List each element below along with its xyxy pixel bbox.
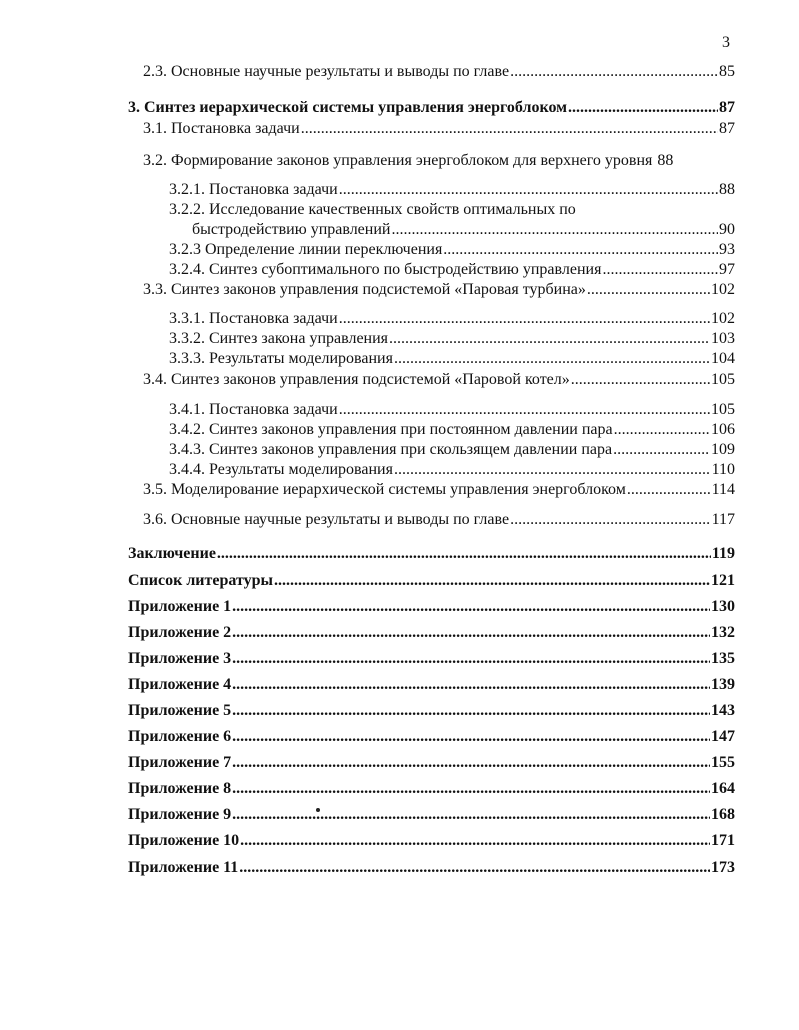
toc-entry-title: 3.4.4. Результаты моделирования bbox=[169, 461, 393, 478]
toc-entry-page: 117 bbox=[711, 511, 735, 528]
toc-chapter-entry bbox=[128, 544, 735, 564]
toc-entry-page: 119 bbox=[711, 545, 735, 562]
toc-entry-title: Приложение 6 bbox=[128, 728, 232, 745]
toc-entry bbox=[169, 329, 735, 349]
toc-entry-title: Приложение 4 bbox=[128, 676, 232, 693]
toc-entry-title: 3.4.1. Постановка задачи bbox=[169, 401, 338, 418]
toc-leader-dots bbox=[613, 440, 710, 460]
toc-leader-dots bbox=[389, 329, 710, 349]
toc-entry-title: 2.3. Основные научные результаты и выводы по главе bbox=[143, 63, 510, 80]
toc-appendix-entry bbox=[128, 597, 735, 617]
toc-entry-page: 88 bbox=[719, 181, 735, 198]
toc-appendix-entry bbox=[128, 831, 735, 851]
toc-entry bbox=[143, 480, 735, 500]
toc-entry-page: 104 bbox=[711, 350, 735, 367]
toc-leader-dots bbox=[394, 349, 710, 369]
toc-entry-page: 93 bbox=[719, 241, 735, 258]
toc-entry bbox=[143, 280, 735, 300]
toc-entry-title: 3.3.2. Синтез закона управления bbox=[169, 330, 389, 347]
toc-appendix-entry bbox=[128, 675, 735, 695]
toc-leader-dots bbox=[614, 420, 710, 440]
toc-entry-page: 105 bbox=[711, 371, 735, 388]
toc-chapter-entry bbox=[128, 98, 735, 118]
toc-leader-dots bbox=[568, 98, 718, 118]
toc-appendix-entry bbox=[128, 701, 735, 721]
toc-entry-page: 102 bbox=[711, 281, 735, 298]
toc-entry-page: 168 bbox=[711, 806, 735, 823]
toc-entry-page: 88 bbox=[657, 152, 674, 169]
toc-entry-title: Приложение 10 bbox=[128, 832, 240, 849]
toc-entry bbox=[143, 370, 735, 390]
toc-entry-title: 3.5. Моделирование иерархической системы управления энергоблоком bbox=[143, 481, 626, 498]
toc-entry bbox=[143, 151, 735, 171]
toc-leader-dots bbox=[339, 309, 710, 329]
toc-entry-title: 3.4.3. Синтез законов управления при скользящем давлении пара bbox=[169, 441, 613, 458]
toc-entry-page: 155 bbox=[711, 754, 735, 771]
toc-entry bbox=[169, 200, 735, 240]
toc-entry-title: 3.3.3. Результаты моделирования bbox=[169, 350, 393, 367]
toc-entry-title: 3.4.2. Синтез законов управления при постоянном давлении пара bbox=[169, 421, 613, 438]
toc-entry bbox=[169, 309, 735, 329]
toc-leader-dots bbox=[232, 675, 710, 695]
toc-entry-page: 110 bbox=[711, 461, 735, 478]
toc-entry-page: 139 bbox=[711, 676, 735, 693]
toc-entry bbox=[169, 240, 735, 260]
toc-entry-page: 106 bbox=[711, 421, 735, 438]
toc-leader-dots bbox=[339, 400, 710, 420]
toc-entry bbox=[169, 400, 735, 420]
toc-entry-page: 103 bbox=[711, 330, 735, 347]
toc-leader-dots bbox=[217, 544, 711, 564]
toc-entry-page: 105 bbox=[711, 401, 735, 418]
toc-entry-title: Приложение 2 bbox=[128, 624, 232, 641]
toc-entry-title: Приложение 5 bbox=[128, 702, 232, 719]
toc-leader-dots bbox=[232, 779, 710, 799]
toc-leader-dots bbox=[232, 753, 710, 773]
toc-leader-dots bbox=[391, 220, 718, 240]
toc-leader-dots bbox=[274, 571, 710, 591]
toc-entry-title: Приложение 8 bbox=[128, 780, 232, 797]
toc-entry bbox=[169, 460, 735, 480]
toc-entry bbox=[143, 62, 735, 82]
toc-entry-page: 87 bbox=[719, 99, 735, 116]
toc-entry bbox=[169, 180, 735, 200]
toc-entry-title: Приложение 3 bbox=[128, 650, 232, 667]
toc-entry-title: Приложение 9 bbox=[128, 806, 232, 823]
toc-appendix-entry bbox=[128, 753, 735, 773]
toc-entry-title: 3.6. Основные научные результаты и выводы по главе bbox=[143, 511, 510, 528]
toc-entry-page: 147 bbox=[711, 728, 735, 745]
toc-appendix-entry bbox=[128, 649, 735, 669]
toc-entry bbox=[143, 510, 735, 530]
toc-entry-title: 3.4. Синтез законов управления подсистемой «Паровой котел» bbox=[143, 371, 570, 388]
toc-leader-dots bbox=[339, 180, 718, 200]
toc-leader-dots bbox=[602, 260, 718, 280]
toc-entry-title: 3.3.1. Постановка задачи bbox=[169, 310, 338, 327]
toc-leader-dots bbox=[232, 649, 710, 669]
toc-leader-dots bbox=[232, 727, 710, 747]
toc-appendix-entry bbox=[128, 858, 735, 878]
toc-entry-title: 3.2.3 Определение линии переключения bbox=[169, 241, 443, 258]
toc-entry bbox=[169, 420, 735, 440]
toc-leader-dots bbox=[240, 831, 710, 851]
toc-entry-page: 173 bbox=[711, 859, 735, 876]
toc-entry-page: 143 bbox=[711, 702, 735, 719]
toc-leader-dots bbox=[510, 510, 711, 530]
page-number: 3 bbox=[722, 34, 730, 51]
toc-entry-page: 97 bbox=[719, 261, 735, 278]
toc-entry-page: 135 bbox=[711, 650, 735, 667]
toc-leader-dots bbox=[571, 370, 710, 390]
toc-entry-title: 3.3. Синтез законов управления подсистемой «Паровая турбина» bbox=[143, 281, 586, 298]
toc-entry-page: 132 bbox=[711, 624, 735, 641]
toc-entry-title: 3.2.1. Постановка задачи bbox=[169, 181, 338, 198]
toc-entry-title: Приложение 7 bbox=[128, 754, 232, 771]
toc-leader-dots bbox=[627, 480, 711, 500]
toc-appendix-entry bbox=[128, 623, 735, 643]
toc-entry-page: 114 bbox=[711, 481, 735, 498]
toc-entry-title: Заключение bbox=[128, 545, 216, 562]
toc-entry-page: 121 bbox=[711, 572, 735, 589]
toc-leader-dots bbox=[301, 119, 718, 139]
toc-leader-dots bbox=[232, 701, 710, 721]
toc-entry-title: Приложение 11 bbox=[128, 859, 239, 876]
toc-entry-page: 171 bbox=[711, 832, 735, 849]
scan-speck bbox=[316, 808, 320, 812]
toc-entry-title: 3.2. Формирование законов управления энергоблоком для верхнего уровня bbox=[143, 152, 653, 169]
toc-leader-dots bbox=[443, 240, 718, 260]
toc-entry-title: Список литературы bbox=[128, 572, 273, 589]
toc-entry-page: 85 bbox=[719, 63, 735, 80]
toc-entry bbox=[169, 260, 735, 280]
toc-entry-title: 3.2.2. Исследование качественных свойств оптимальных по bbox=[169, 201, 576, 218]
toc-entry-title: 3.1. Постановка задачи bbox=[143, 120, 300, 137]
toc-entry bbox=[143, 119, 735, 139]
toc-leader-dots bbox=[232, 597, 710, 617]
toc-entry-page: 90 bbox=[719, 221, 735, 238]
toc-leader-dots bbox=[510, 62, 718, 82]
toc-entry-title: Приложение 1 bbox=[128, 598, 232, 615]
toc-entry bbox=[169, 349, 735, 369]
toc-entry bbox=[169, 440, 735, 460]
toc-appendix-entry bbox=[128, 805, 735, 825]
toc-leader-dots bbox=[232, 623, 710, 643]
toc-appendix-entry bbox=[128, 727, 735, 747]
toc-leader-dots bbox=[239, 858, 710, 878]
toc-entry-page: 102 bbox=[711, 310, 735, 327]
toc-leader-dots bbox=[587, 280, 710, 300]
toc-chapter-entry bbox=[128, 571, 735, 591]
toc-leader-dots bbox=[394, 460, 711, 480]
toc-entry-title: 3.2.4. Синтез субоптимального по быстродействию управления bbox=[169, 261, 602, 278]
toc-entry-title: 3. Синтез иерархической системы управления энергоблоком bbox=[128, 99, 568, 116]
toc-entry-title-continued: быстродействию управлений bbox=[192, 221, 391, 238]
toc-entry-page: 130 bbox=[711, 598, 735, 615]
toc-leader-dots bbox=[232, 805, 710, 825]
toc-appendix-entry bbox=[128, 779, 735, 799]
toc-entry-page: 87 bbox=[719, 120, 735, 137]
toc-entry-page: 109 bbox=[711, 441, 735, 458]
toc-entry-page: 164 bbox=[711, 780, 735, 797]
